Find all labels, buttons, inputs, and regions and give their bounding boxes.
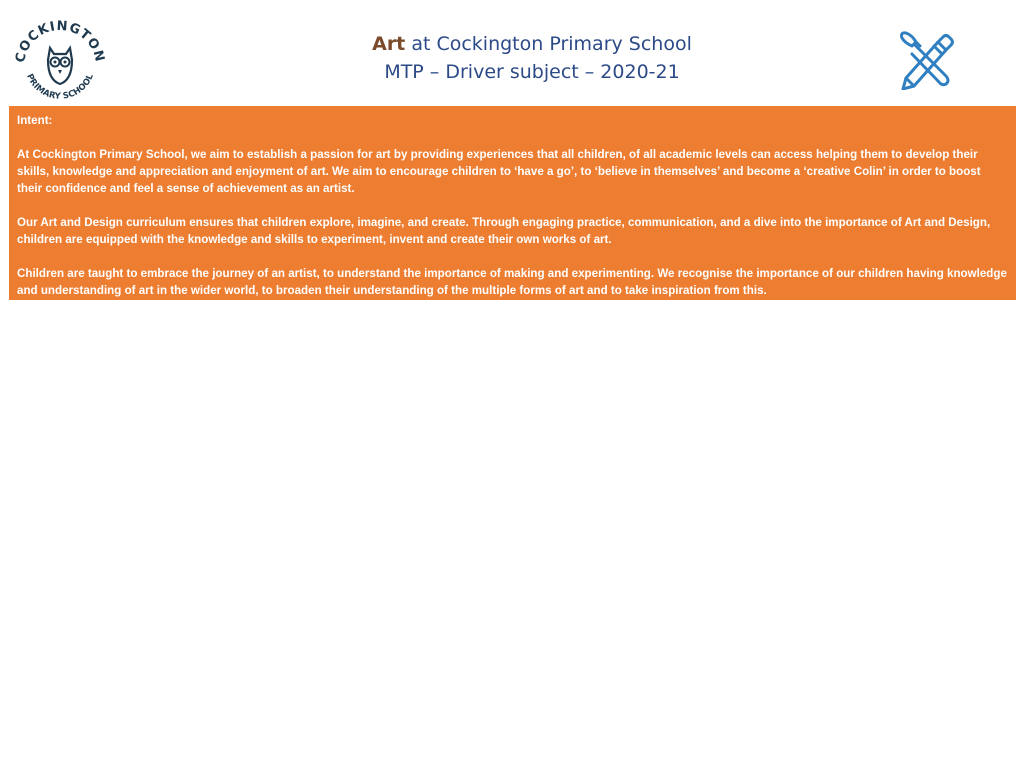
- logo-text-top: COCKINGTON: [14, 20, 106, 65]
- brush-pencil-icon: [894, 28, 956, 90]
- svg-text:COCKINGTON: [14, 20, 106, 64]
- school-logo: [14, 20, 106, 104]
- intent-label: Intent:: [17, 114, 53, 127]
- title-rest: at Cockington Primary School: [405, 33, 692, 55]
- logo-text-bottom: PRIMARY SCHOOL: [24, 72, 96, 102]
- title-subject: Art: [372, 33, 406, 55]
- page-title: [262, 30, 802, 58]
- intent-paragraph-2: Our Art and Design curriculum ensures that children explore, imagine, and create. Through engaging practice, communication, and a dive into the importance of Art and Design, children are equipped with the knowledge and skills to experiment, invent and create their own works of art.: [17, 216, 991, 246]
- svg-text:PRIMARY SCHOOL: [24, 72, 96, 102]
- intent-paragraph-1: At Cockington Primary School, we aim to establish a passion for art by providing experiences that all children, of all academic levels can access helping them to develop their skills, knowledge and appreciation and enjoyment of art. We aim to encourage children to ‘have a go’, to ‘believe in themselves’ and become a ‘creative Colin’ in order to boost their confidence and feel a sense of achievement as an artist.: [17, 148, 981, 195]
- page-subtitle: MTP – Driver subject – 2020-21: [384, 61, 680, 83]
- intent-panel: [9, 106, 1016, 300]
- owl-icon: [14, 20, 106, 104]
- intent-paragraph-3: Children are taught to embrace the journey of an artist, to understand the importance of making and experimenting. We recognise the importance of our children having knowledge and understanding of art in the wider world, to broaden their understanding of the multiple forms of art and to take inspiration from this.: [17, 267, 1007, 297]
- page-title-block: [262, 30, 802, 86]
